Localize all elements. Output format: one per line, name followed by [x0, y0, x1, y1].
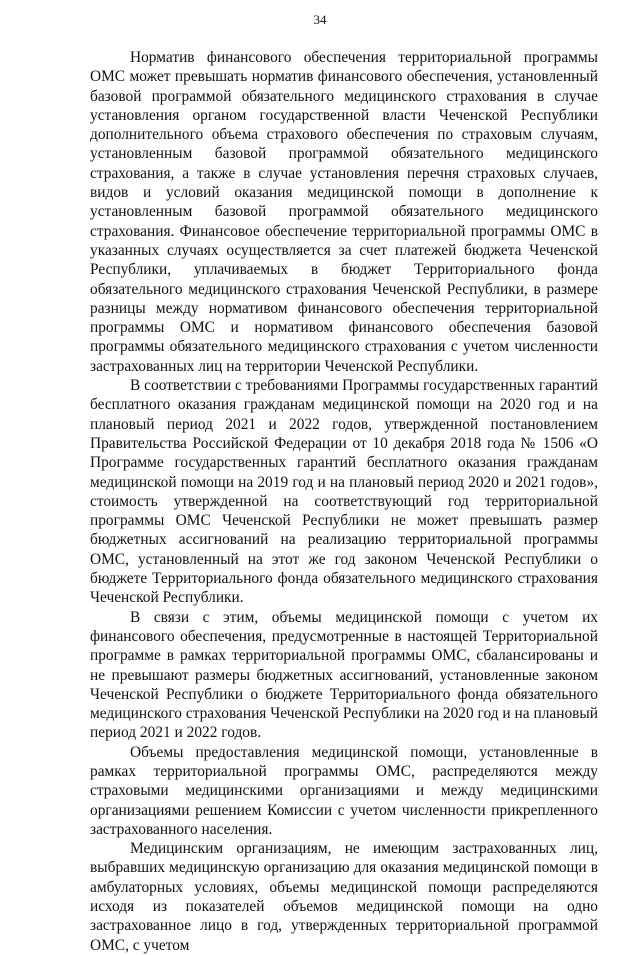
- paragraph: В связи с этим, объемы медицинской помощи с учетом их финансового обеспечения, предусмотренные в настоящей Территориальной программе в рамках территориальной программы ОМС, сбалансированы и не превышают размеры бюджетных ассигнований, установленные законом Чеченской Республики о бюджете Территориального фонда обязательного медицинского страхования Чеченской Республики на 2020 год и на плановый период 2021 и 2022 годов.: [90, 608, 598, 742]
- paragraph: Норматив финансового обеспечения территориальной программы ОМС может превышать норматив финансового обеспечения, установленный базовой программой обязательного медицинского страхования в случае установления органом государственной власти Чеченской Республики дополнительного объема страхового обеспечения по страховым случаям, установленным базовой программой обязательного медицинского страхования, а также в случае установления перечня страховых случаев, видов и условий оказания медицинской помощи в дополнение к установленным базовой программой обязательного медицинского страхования. Финансовое обеспечение территориальной программы ОМС в указанных случаях осуществляется за счет платежей бюджета Чеченской Республики, уплачиваемых в бюджет Территориального фонда обязательного медицинского страхования Чеченской Республики, в размере разницы между нормативом финансового обеспечения территориальной программы ОМС и нормативом финансового обеспечения базовой программы обязательного медицинского страхования с учетом численности застрахованных лиц на территории Чеченской Республики.: [90, 49, 598, 375]
- paragraph: Объемы предоставления медицинской помощи, установленные в рамках территориальной программы ОМС, распределяются между страховыми медицинскими организациями и между медицинскими организациями решением Комиссии с учетом численности прикрепленного застрахованного населения.: [90, 743, 598, 838]
- paragraph: Медицинским организациям, не имеющим застрахованных лиц, выбравших медицинскую организацию для оказания медицинской помощи в амбулаторных условиях, объемы медицинской помощи распределяются исходя из показателей объемов медицинской помощи на одно застрахованное лицо в год, утвержденных территориальной программой ОМС, с учетом: [90, 840, 598, 954]
- document-body: [90, 48, 598, 955]
- page-number: 34: [313, 12, 327, 27]
- paragraph: В соответствии с требованиями Программы государственных гарантий бесплатного оказания гражданам медицинской помощи на 2020 год и на плановый период 2021 и 2022 годов, утвержденной постановлением Правительства Российской Федерации от 10 декабря 2018 года № 1506 «О Программе государственных гарантий бесплатного оказания гражданам медицинской помощи на 2019 год и на плановый период 2020 и 2021 годов», стоимость утвержденной на соответствующий год территориальной программы ОМС Чеченской Республики не может превышать размер бюджетных ассигнований на реализацию территориальной программы ОМС, установленный на этот же год законом Чеченской Республики о бюджете Территориального фонда обязательного медицинского страхования Чеченской Республики.: [90, 377, 598, 607]
